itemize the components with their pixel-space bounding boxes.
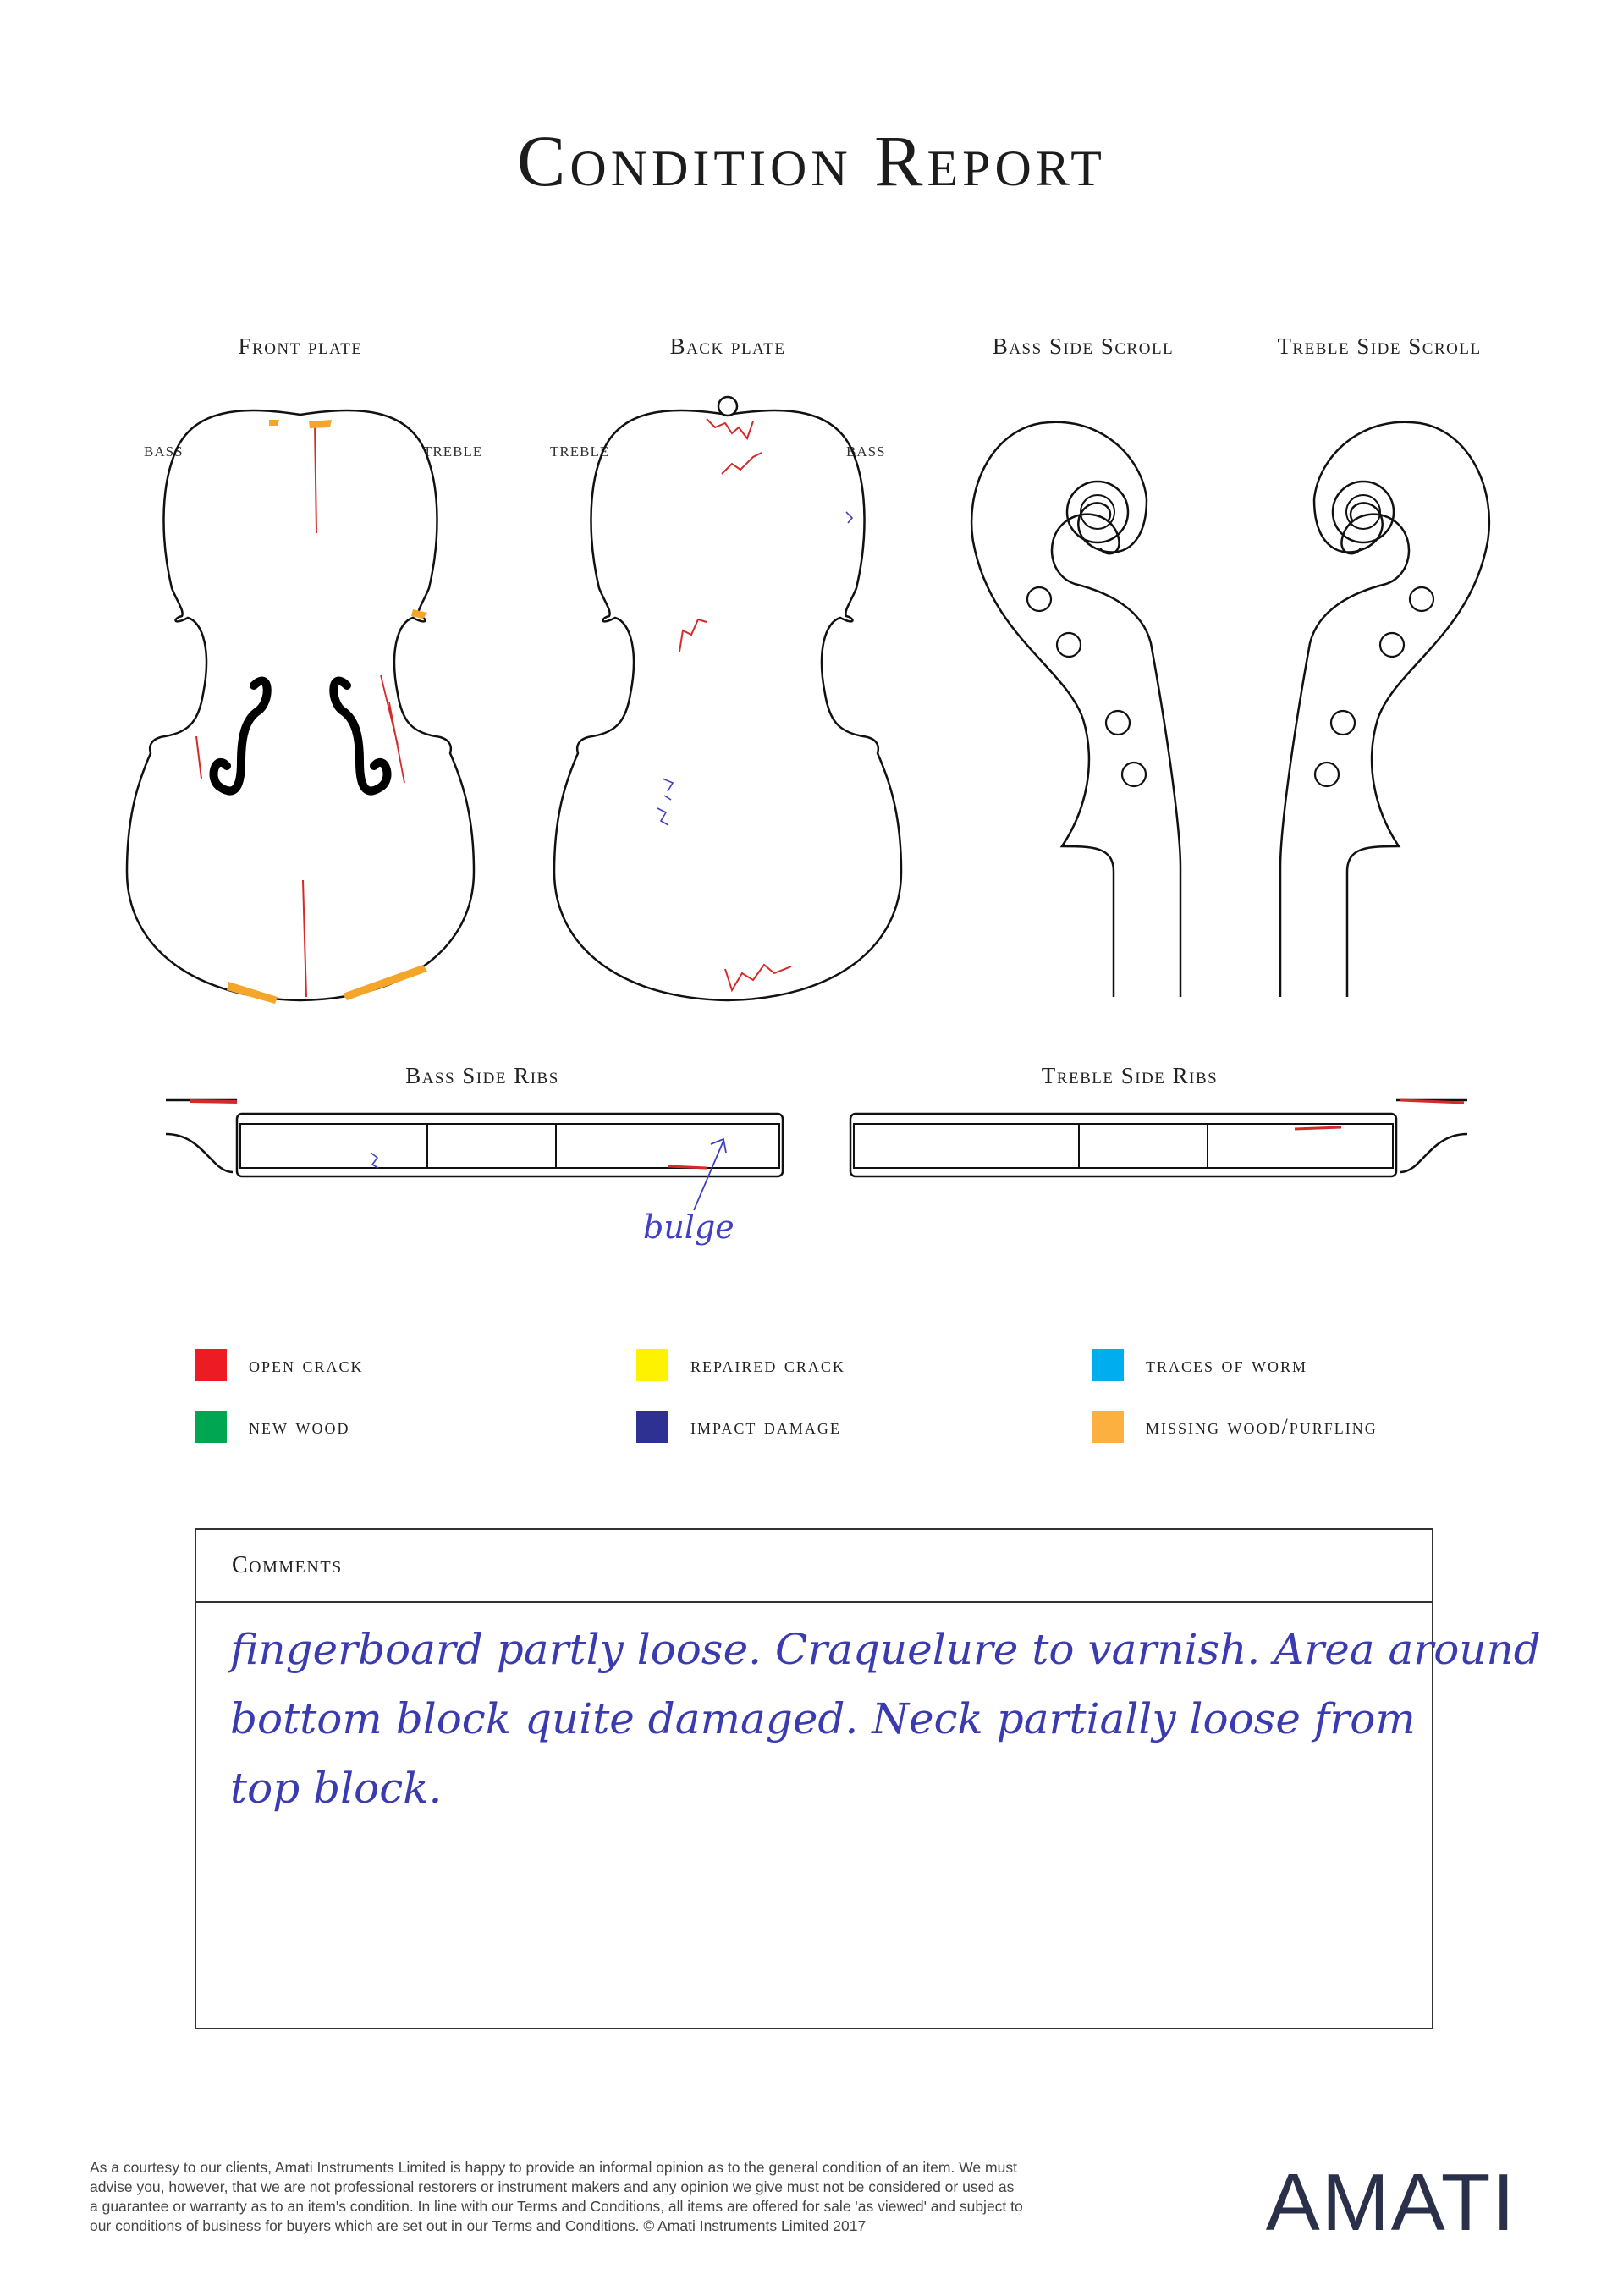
front-crack-bass-lower: [196, 736, 201, 779]
bass-rib-impact: [371, 1153, 378, 1168]
disclaimer-line: our conditions of business for buyers which are set out in our Terms and Conditions. © Amati Instruments Limited 2017: [90, 2217, 867, 2234]
back-impact-3: [846, 512, 852, 523]
treble-rib-crack-2: [1295, 1127, 1341, 1129]
front-crack-upper: [315, 423, 316, 533]
back-impact-2: [657, 808, 668, 825]
legend-item: [195, 1349, 364, 1381]
legend-label: missing wood/purfling: [1146, 1414, 1378, 1439]
front-treble-label: TREBLE: [423, 443, 483, 460]
back-crack-top: [707, 419, 753, 438]
disclaimer-line: a guarantee or warranty as to an item's condition. In line with our Terms and Conditions, all items are offered for sale 'as viewed' and subject to: [90, 2198, 1023, 2215]
amati-logo: AMATI: [1265, 2157, 1516, 2248]
missing-wood-top: [309, 420, 332, 428]
legend-swatch-impact-damage: [636, 1411, 668, 1443]
treble-side-ribs-diagram: [850, 1100, 1467, 1176]
bass-side-scroll-label: Bass Side Scroll: [992, 333, 1175, 359]
comment-line: bottom block quite damaged. Neck partially loose from: [230, 1694, 1416, 1743]
back-bass-label: BASS: [846, 443, 886, 460]
legend-item: [1092, 1411, 1378, 1443]
front-plate-diagram: [127, 410, 474, 1004]
missing-wood-top-left: [269, 420, 279, 426]
legend-label: repaired crack: [690, 1352, 845, 1377]
legend-item: [195, 1411, 349, 1443]
legend-label: impact damage: [690, 1414, 841, 1439]
comments-heading: Comments: [196, 1530, 1432, 1603]
back-plate-diagram: [554, 397, 901, 1000]
legend-item: [636, 1349, 845, 1381]
comment-line: fingerboard partly loose. Craquelure to varnish. Area around: [230, 1625, 1541, 1674]
legend-swatch-open-crack: [195, 1349, 227, 1381]
legend-swatch-traces-of-worm: [1092, 1349, 1124, 1381]
legend-item: [636, 1411, 841, 1443]
bass-side-ribs-label: Bass Side Ribs: [405, 1063, 559, 1088]
bass-f-hole: [213, 680, 267, 790]
bass-side-scroll-diagram: [971, 422, 1180, 997]
front-plate-label: Front plate: [238, 333, 363, 359]
bass-rib-crack: [190, 1101, 237, 1102]
bulge-arrow: [694, 1139, 726, 1210]
comment-line: top block.: [230, 1764, 443, 1813]
back-plate-label: Back plate: [669, 333, 786, 359]
legend-item: [1092, 1349, 1307, 1381]
legend-swatch-missing-wood: [1092, 1411, 1124, 1443]
legend-label: traces of worm: [1146, 1352, 1308, 1377]
treble-side-ribs-label: Treble Side Ribs: [1041, 1063, 1219, 1088]
back-crack-waist: [679, 619, 707, 652]
treble-side-scroll-diagram: [1280, 422, 1489, 997]
back-treble-label: TREBLE: [550, 443, 610, 460]
comments-box: [195, 1528, 1541, 2029]
back-button: [718, 397, 737, 416]
disclaimer-line: As a courtesy to our clients, Amati Instruments Limited is happy to provide an informal opinion as to the general condition of an item. We must: [90, 2159, 1017, 2176]
back-crack-bottom: [725, 965, 791, 990]
back-crack-top-2: [722, 453, 762, 474]
page-title: Condition Report: [517, 120, 1106, 201]
treble-f-hole: [333, 680, 387, 790]
bass-side-ribs-diagram: [166, 1100, 783, 1210]
bass-rib-crack-2: [668, 1166, 707, 1168]
bulge-annotation: bulge: [643, 1209, 734, 1246]
disclaimer: [90, 2158, 1147, 2236]
legend-label: open crack: [249, 1352, 364, 1377]
comments-text: [196, 1603, 1541, 1823]
legend-swatch-repaired-crack: [636, 1349, 668, 1381]
missing-wood-bottom-right: [343, 965, 427, 1000]
back-impact-1: [663, 779, 673, 800]
front-crack-lower: [303, 880, 306, 997]
legend-label: new wood: [249, 1414, 350, 1439]
disclaimer-line: advise you, however, that we are not professional restorers or instrument makers and any opinion we give must not be considered or used as: [90, 2178, 1015, 2195]
treble-side-scroll-label: Treble Side Scroll: [1277, 333, 1482, 359]
front-bass-label: BASS: [144, 443, 184, 460]
legend-swatch-new-wood: [195, 1411, 227, 1443]
